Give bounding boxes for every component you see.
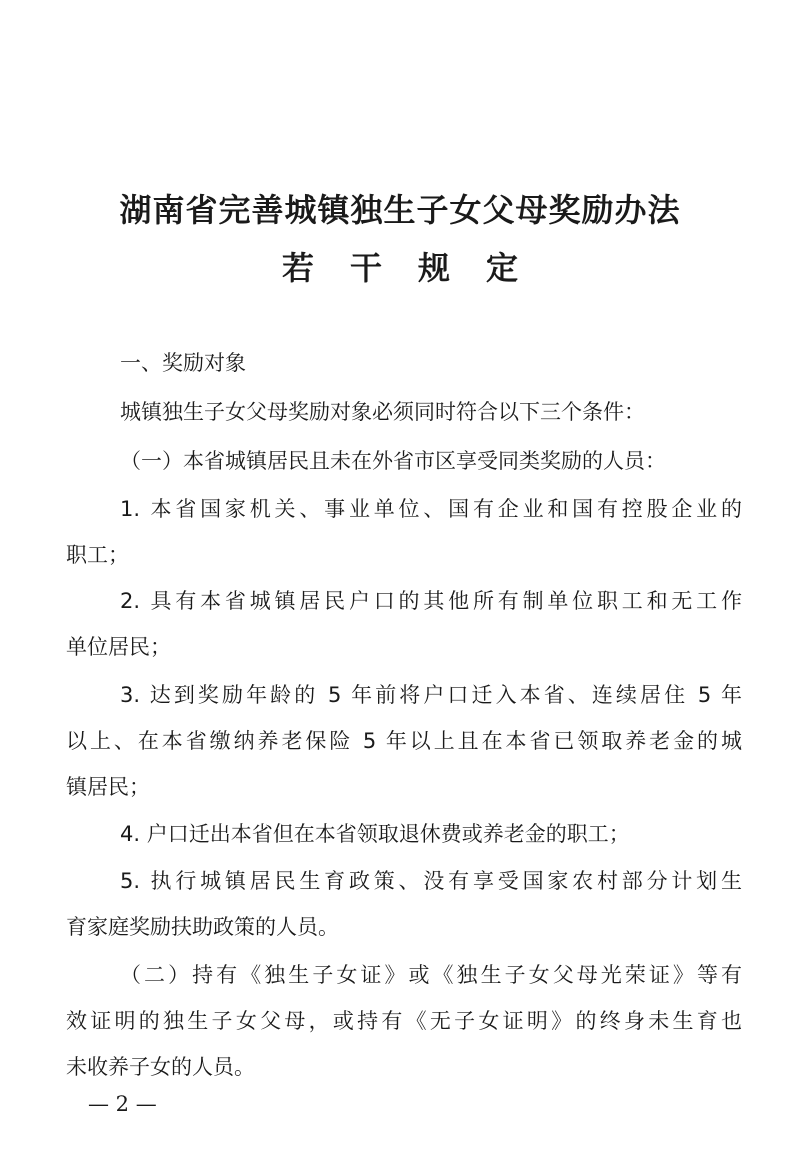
paragraph-line: （一）本省城镇居民且未在外省市区享受同类奖励的人员： <box>120 449 666 473</box>
paragraph-line: 育家庭奖励扶助政策的人员。 <box>66 915 339 939</box>
paragraph-line: 职工； <box>66 543 129 567</box>
paragraph-line: 效证明的独生子女父母，或持有《无子女证明》的终身未生育也 <box>66 1009 742 1033</box>
paragraph-line: 未收养子女的人员。 <box>66 1055 255 1079</box>
paragraph-line: 1. 本省国家机关、事业单位、国有企业和国有控股企业的 <box>120 497 742 521</box>
document-title: 湖南省完善城镇独生子女父母奖励办法 <box>119 191 681 229</box>
paragraph-line: （二）持有《独生子女证》或《独生子女父母光荣证》等有 <box>120 963 742 987</box>
paragraph-line: 3. 达到奖励年龄的 5 年前将户口迁入本省、连续居住 5 年 <box>120 683 742 707</box>
paragraph-line: 4. 户口迁出本省但在本省领取退休费或养老金的职工； <box>120 822 630 846</box>
paragraph-line: 以上、在本省缴纳养老保险 5 年以上且在本省已领取养老金的城 <box>66 729 742 753</box>
paragraph-line: 单位居民； <box>66 635 171 659</box>
page-number: — 2 — <box>88 1092 157 1116</box>
paragraph-line: 5. 执行城镇居民生育政策、没有享受国家农村部分计划生 <box>120 869 742 893</box>
section-heading: 一、奖励对象 <box>120 351 246 375</box>
paragraph-line: 城镇独生子女父母奖励对象必须同时符合以下三个条件： <box>120 400 645 424</box>
paragraph-line: 2. 具有本省城镇居民户口的其他所有制单位职工和无工作 <box>120 589 742 613</box>
paragraph-line: 镇居民； <box>66 775 150 799</box>
document-subtitle: 若干规定 <box>281 249 554 287</box>
